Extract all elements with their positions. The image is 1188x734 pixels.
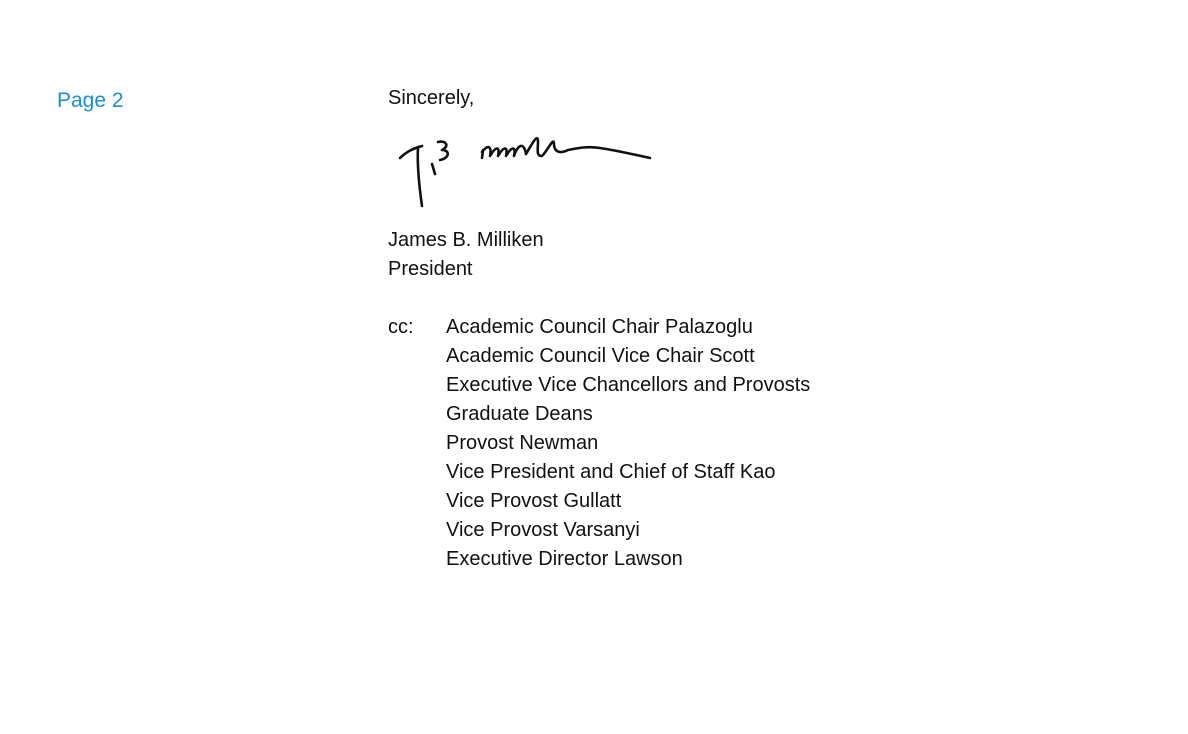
- closing-salutation: Sincerely,: [388, 87, 475, 109]
- signer-block: [388, 226, 544, 284]
- cc-recipient: Academic Council Chair Palazoglu: [446, 316, 753, 338]
- cc-recipient: Executive Director Lawson: [446, 548, 683, 570]
- cc-recipient: Academic Council Vice Chair Scott: [446, 345, 755, 367]
- cc-recipient: Graduate Deans: [446, 403, 593, 425]
- cc-recipient: Vice Provost Varsanyi: [446, 519, 640, 541]
- cc-recipient: Executive Vice Chancellors and Provosts: [446, 374, 811, 396]
- letter-closing-block: [388, 84, 474, 113]
- signer-name: James B. Milliken: [388, 229, 544, 251]
- cc-recipient: Vice President and Chief of Staff Kao: [446, 461, 776, 483]
- signer-title: President: [388, 258, 473, 280]
- handwritten-signature: [388, 130, 658, 214]
- page-number-label: Page 2: [57, 89, 124, 112]
- cc-block: [388, 313, 810, 574]
- cc-label: cc:: [388, 316, 414, 338]
- cc-recipient: Vice Provost Gullatt: [446, 490, 622, 512]
- signature-drawing: [388, 130, 658, 214]
- cc-recipient: Provost Newman: [446, 432, 599, 454]
- cc-recipient-list: [446, 313, 810, 574]
